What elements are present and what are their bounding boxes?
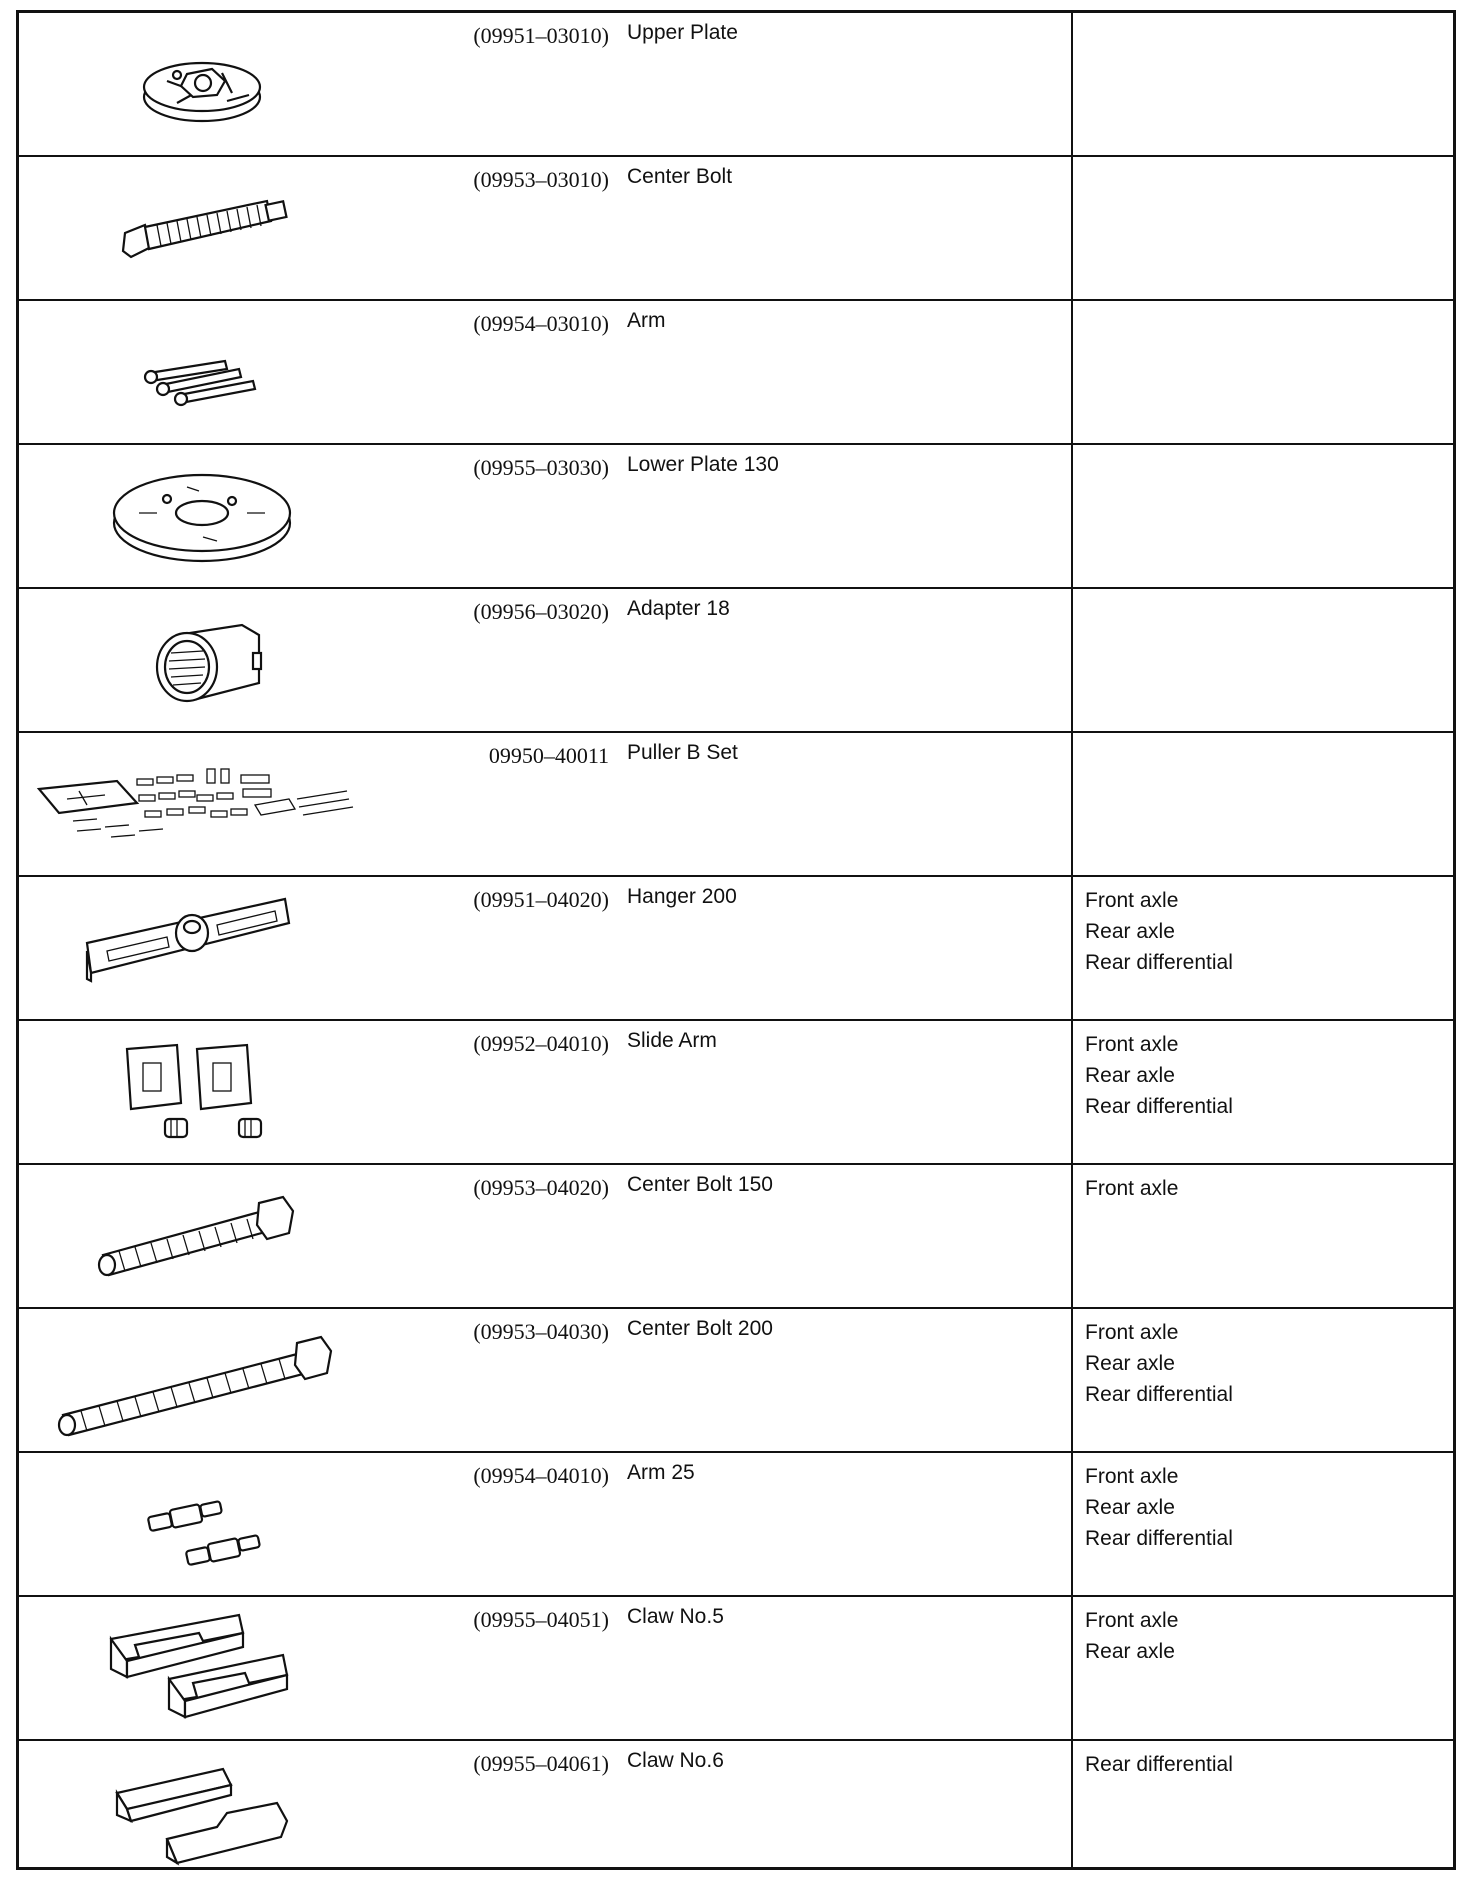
part-number: (09953–03010) — [473, 167, 609, 192]
claw-no6-icon — [27, 1747, 427, 1877]
arm-icon — [27, 307, 427, 437]
table-row — [19, 1453, 1453, 1597]
application-rear-axle: Rear axle — [1085, 1352, 1175, 1375]
application-rear-axle: Rear axle — [1085, 1064, 1175, 1087]
part-number: (09951–03010) — [473, 23, 609, 48]
tool-name: Center Bolt 150 — [627, 1173, 773, 1196]
table-row — [19, 157, 1453, 301]
application-rear-axle: Rear axle — [1085, 1640, 1175, 1663]
part-number: (09953–04020) — [473, 1175, 609, 1200]
application-rear-differential: Rear differential — [1085, 1527, 1233, 1550]
table-row — [19, 1021, 1453, 1165]
table-row — [19, 13, 1453, 157]
claw-no5-icon — [27, 1603, 427, 1733]
tool-name: Hanger 200 — [627, 885, 737, 908]
center-bolt-icon — [27, 163, 427, 293]
tool-name: Claw No.5 — [627, 1605, 724, 1628]
application-rear-differential: Rear differential — [1085, 1753, 1233, 1776]
part-number: 09950–40011 — [488, 743, 609, 768]
application-front-axle: Front axle — [1085, 1465, 1179, 1488]
part-number: (09954–03010) — [473, 311, 609, 336]
part-number: (09953–04030) — [473, 1319, 609, 1344]
application-rear-differential: Rear differential — [1085, 1383, 1233, 1406]
applications — [1085, 1317, 1233, 1410]
application-front-axle: Front axle — [1085, 1321, 1179, 1344]
table-row — [19, 1165, 1453, 1309]
adapter-icon — [27, 595, 427, 725]
tool-name: Arm 25 — [627, 1461, 695, 1484]
table-row — [19, 1741, 1453, 1867]
tool-name: Arm — [627, 309, 666, 332]
part-number: (09955–04061) — [473, 1751, 609, 1776]
applications — [1085, 1029, 1233, 1122]
tool-name: Center Bolt — [627, 165, 733, 188]
table-row — [19, 877, 1453, 1021]
applications — [1085, 1605, 1178, 1667]
slide-arm-icon — [27, 1027, 427, 1157]
part-number: (09955–03030) — [473, 455, 609, 480]
hanger-icon — [27, 883, 427, 1013]
part-number: (09952–04010) — [473, 1031, 609, 1056]
tool-name: Puller B Set — [627, 741, 738, 764]
table-row — [19, 589, 1453, 733]
application-rear-differential: Rear differential — [1085, 1095, 1233, 1118]
table-row — [19, 1309, 1453, 1453]
tool-name: Adapter 18 — [627, 597, 730, 620]
special-tools-table — [16, 10, 1456, 1870]
lower-plate-icon — [27, 451, 427, 581]
application-front-axle: Front axle — [1085, 1177, 1179, 1200]
tool-name: Slide Arm — [627, 1029, 717, 1052]
part-number: (09955–04051) — [473, 1607, 609, 1632]
part-number: (09951–04020) — [473, 887, 609, 912]
table-row — [19, 1597, 1453, 1741]
center-bolt-200-icon — [27, 1315, 427, 1445]
tool-name: Upper Plate — [627, 21, 738, 44]
upper-plate-icon — [27, 19, 427, 149]
tool-name: Lower Plate 130 — [627, 453, 779, 476]
puller-set-icon — [27, 739, 427, 869]
table-row — [19, 445, 1453, 589]
application-rear-axle: Rear axle — [1085, 1496, 1175, 1519]
applications — [1085, 1461, 1233, 1554]
application-front-axle: Front axle — [1085, 1033, 1179, 1056]
application-rear-axle: Rear axle — [1085, 920, 1175, 943]
table-row — [19, 733, 1453, 877]
application-front-axle: Front axle — [1085, 889, 1179, 912]
part-number: (09954–04010) — [473, 1463, 609, 1488]
application-front-axle: Front axle — [1085, 1609, 1179, 1632]
tool-name: Claw No.6 — [627, 1749, 724, 1772]
applications — [1085, 1749, 1233, 1780]
table-row — [19, 301, 1453, 445]
arm-25-icon — [27, 1459, 427, 1589]
applications — [1085, 1173, 1178, 1204]
center-bolt-150-icon — [27, 1171, 427, 1301]
applications — [1085, 885, 1233, 978]
tool-name: Center Bolt 200 — [627, 1317, 773, 1340]
application-rear-differential: Rear differential — [1085, 951, 1233, 974]
part-number: (09956–03020) — [473, 599, 609, 624]
